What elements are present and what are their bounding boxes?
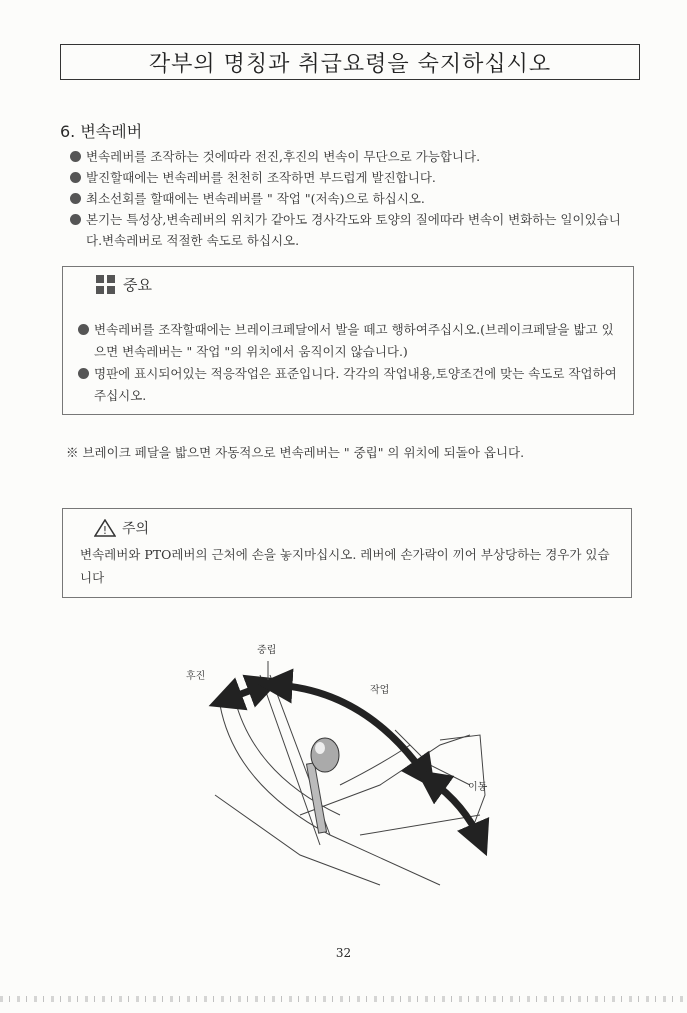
section-bullet-list xyxy=(70,146,630,251)
important-squares-icon xyxy=(96,275,115,294)
list-item xyxy=(78,363,623,407)
caution-heading-text: 주의 xyxy=(122,521,150,537)
caution-text: 변속레버와 PTO레버의 근처에 손을 놓지마십시오. 레버에 손가락이 끼어 부상당하는 경우가 있습니다 xyxy=(80,547,610,585)
reverse-label: 후진 xyxy=(186,671,206,682)
list-item xyxy=(70,167,630,188)
reverse-range-arrow xyxy=(225,685,265,700)
brake-note: ※ 브레이크 페달을 밟으면 자동적으로 변속레버는 " 중립" 의 위치에 되돌아 옵니다. xyxy=(66,445,525,460)
neutral-label: 중립 xyxy=(257,645,277,656)
section-heading: 6. 변속레버 xyxy=(60,122,143,141)
shift-lever xyxy=(307,738,339,833)
list-item xyxy=(78,319,623,363)
list-item xyxy=(70,188,630,209)
bullet-text: 명판에 표시되어있는 적응작업은 표준입니다. 각각의 작업내용,토양조건에 맞는 속도로 작업하여 주십시오. xyxy=(94,366,617,403)
list-item xyxy=(70,146,630,167)
bullet-dot-icon xyxy=(70,214,81,225)
important-heading-text: 중요 xyxy=(123,276,152,294)
important-bullet-list xyxy=(78,319,623,407)
scan-edge-noise xyxy=(0,996,687,1002)
bullet-text: 최소선회를 할때에는 변속레버를 " 작업 "(저속)으로 하십시오. xyxy=(86,191,425,206)
bullet-dot-icon xyxy=(70,172,81,183)
svg-text:!: ! xyxy=(102,524,108,537)
list-item xyxy=(70,209,630,251)
page-title-text: 각부의 명칭과 취급요령을 숙지하십시오 xyxy=(148,51,552,77)
bullet-text: 변속레버를 조작하는 것에따라 전진,후진의 변속이 무단으로 가능합니다. xyxy=(86,149,481,164)
bullet-text: 발진할때에는 변속레버를 천천히 조작하면 부드럽게 발진합니다. xyxy=(86,170,436,185)
bullet-text: 본기는 특성상,변속레버의 위치가 같아도 경사각도와 토양의 질에따라 변속이 변화하는 일이있습니다.변속레버로 적절한 속도로 하십시오. xyxy=(86,212,621,248)
work-label: 작업 xyxy=(370,685,390,696)
bullet-dot-icon xyxy=(70,151,81,162)
shift-lever-diagram xyxy=(180,635,510,895)
caution-heading xyxy=(94,518,149,538)
bullet-dot-icon xyxy=(78,368,89,379)
page-title xyxy=(60,44,640,80)
page-number: 32 xyxy=(335,946,352,960)
work-range-arrow xyxy=(275,685,425,775)
bullet-dot-icon xyxy=(70,193,81,204)
bullet-text: 변속레버를 조작할때에는 브레이크페달에서 발을 떼고 행하여주십시오.(브레이크페달을 밟고 있으면 변속레버는 " 작업 "의 위치에서 움직이지 않습니다.) xyxy=(94,322,614,359)
warning-triangle-icon xyxy=(94,519,116,537)
important-heading xyxy=(96,274,152,295)
travel-label: 이동 xyxy=(468,782,488,793)
bullet-dot-icon xyxy=(78,324,89,335)
